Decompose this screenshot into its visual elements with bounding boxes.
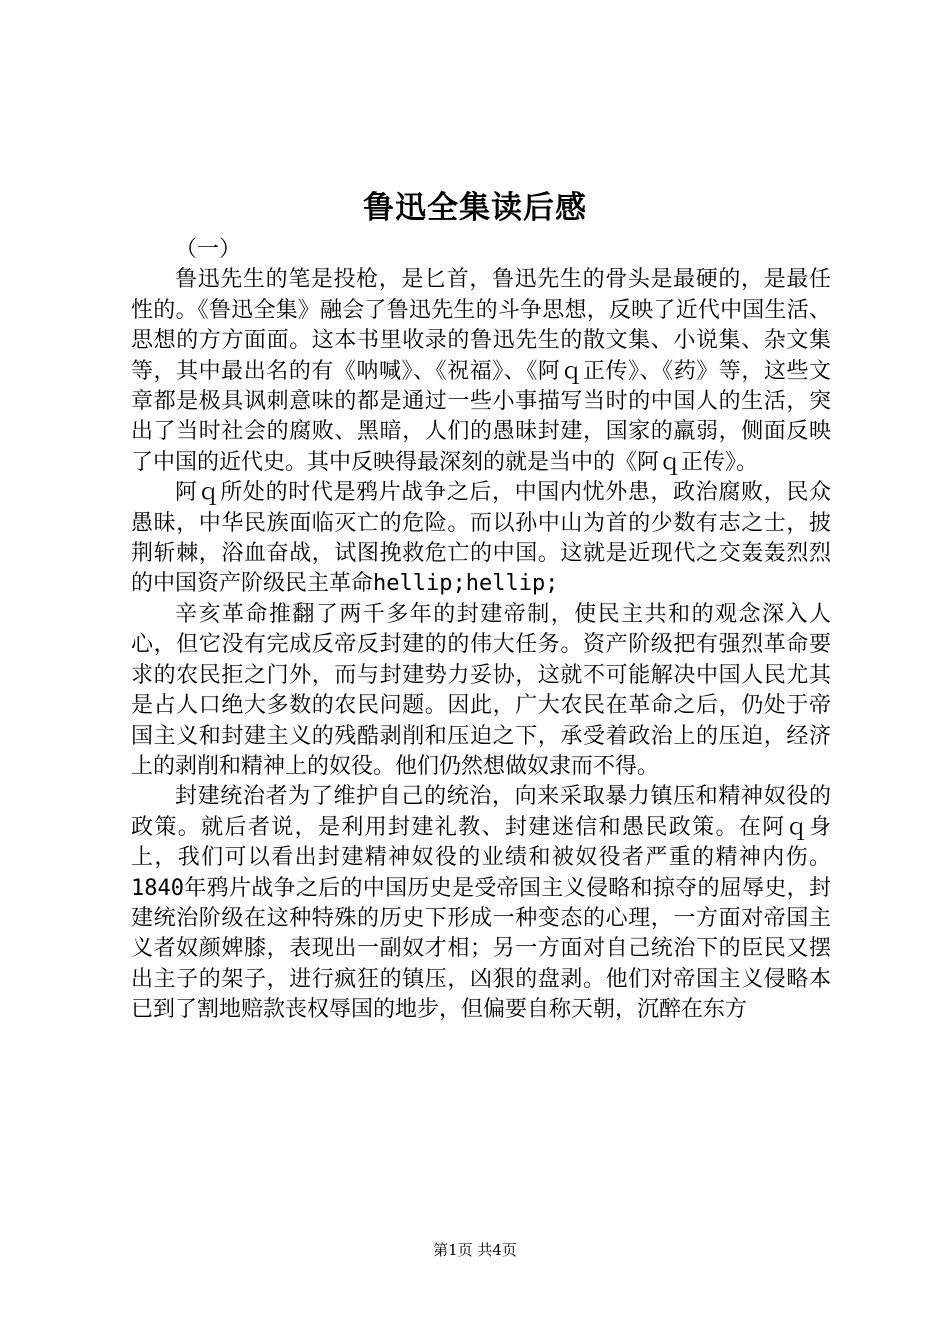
paragraph-1: 鲁迅先生的笔是投枪，是匕首，鲁迅先生的骨头是最硬的，是最任性的。《鲁迅全集》融会了鲁迅先生的斗争思想，反映了近代中国生活、思想的方方面面。这本书里收录的鲁迅先生的散文集、小说集、杂文集等，其中最出名的有《呐喊》、《祝福》、《阿ｑ正传》、《药》等，这些文章都是极具讽刺意味的都是通过一些小事描写当时的中国人的生活，突出了当时社会的腐败、黑暗，人们的愚昧封建，国家的羸弱，侧面反映了中国的近代史。其中反映得最深刻的就是当中的《阿ｑ正传》。: [131, 267, 831, 475]
paragraph-3: 辛亥革命推翻了两千多年的封建帝制，使民主共和的观念深入人心，但它没有完成反帝反封建的的伟大任务。资产阶级把有强烈革命要求的农民拒之门外，而与封建势力妥协，这就不可能解决中国人民尤其是占人口绝大多数的农民问题。因此，广大农民在革命之后，仍处于帝国主义和封建主义的残酷剥削和压迫之下，承受着政治上的压迫，经济上的剥削和精神上的奴役。他们仍然想做奴隶而不得。: [131, 601, 831, 779]
section-number: （一）: [175, 237, 242, 262]
document-body: [131, 235, 831, 1026]
paragraph-4: 封建统治者为了维护自己的统治，向来采取暴力镇压和精神奴役的政策。就后者说，是利用封建礼教、封建迷信和愚民政策。在阿ｑ身上，我们可以看出封建精神奴役的业绩和被奴役者严重的精神内伤。1840年鸦片战争之后的中国历史是受帝国主义侵略和掠夺的屈辱史，封建统治阶级在这种特殊的历史下形成一种变态的心理，一方面对帝国主义者奴颜婢膝，表现出一副奴才相；另一方面对自己统治下的臣民又摆出主子的架子，进行疯狂的镇压，凶狠的盘剥。他们对帝国主义侵略本已到了割地赔款丧权辱国的地步，但偏要自称天朝，沉醉在东方: [131, 784, 831, 1023]
document-title: 鲁迅全集读后感: [363, 190, 587, 226]
paragraph-2: 阿ｑ所处的时代是鸦片战争之后，中国内忧外患，政治腐败，民众愚昧，中华民族面临灭亡的危险。而以孙中山为首的少数有志之士，披荆斩棘，浴血奋战，试图挽救危亡的中国。这就是近现代之交轰轰烈烈的中国资产阶级民主革命hellip;hellip;: [131, 480, 831, 597]
page-footer: 第1页 共4页: [433, 1241, 517, 1259]
